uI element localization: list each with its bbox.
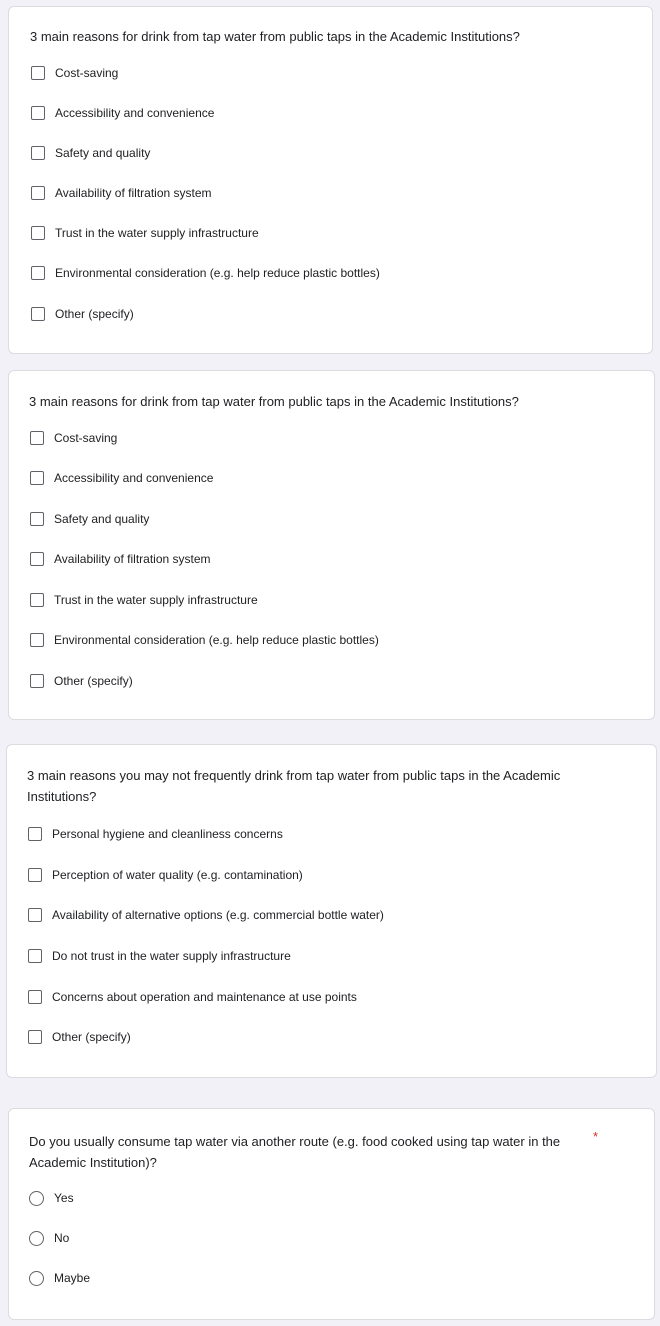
- question-title: 3 main reasons you may not frequently drink from tap water from public taps in the Academic Institutions?: [27, 768, 561, 804]
- option-label: Availability of filtration system: [55, 186, 212, 200]
- option-environmental[interactable]: [30, 630, 379, 650]
- option-label: Yes: [54, 1191, 74, 1205]
- option-cost-saving[interactable]: [31, 63, 118, 83]
- option-maintenance[interactable]: [28, 987, 357, 1007]
- checkbox[interactable]: [28, 949, 42, 963]
- option-maybe[interactable]: [29, 1268, 90, 1288]
- checkbox[interactable]: [31, 266, 45, 280]
- checkbox[interactable]: [30, 471, 44, 485]
- option-accessibility[interactable]: [31, 103, 214, 123]
- question-card-other-route: [8, 1108, 655, 1320]
- option-label: Availability of filtration system: [54, 552, 211, 566]
- option-label: Personal hygiene and cleanliness concerns: [52, 827, 283, 841]
- checkbox[interactable]: [30, 512, 44, 526]
- option-label: Trust in the water supply infrastructure: [54, 593, 258, 607]
- option-label: No: [54, 1231, 70, 1245]
- option-label: Perception of water quality (e.g. contamination): [52, 868, 303, 882]
- option-label: Do not trust in the water supply infrastructure: [52, 949, 291, 963]
- checkbox[interactable]: [31, 186, 45, 200]
- option-cost-saving[interactable]: [30, 428, 117, 448]
- checkbox[interactable]: [30, 552, 44, 566]
- option-label: Cost-saving: [55, 66, 119, 80]
- radio-button[interactable]: [29, 1231, 44, 1246]
- option-other[interactable]: [28, 1027, 131, 1047]
- option-label: Accessibility and convenience: [55, 106, 215, 120]
- checkbox[interactable]: [30, 633, 44, 647]
- checkbox[interactable]: [30, 593, 44, 607]
- option-label: Trust in the water supply infrastructure: [55, 226, 259, 240]
- checkbox[interactable]: [31, 106, 45, 120]
- checkbox[interactable]: [30, 674, 44, 688]
- question-title: 3 main reasons for drink from tap water from public taps in the Academic Institutions?: [29, 394, 519, 409]
- radio-button[interactable]: [29, 1191, 44, 1206]
- option-label: Maybe: [54, 1271, 91, 1285]
- checkbox[interactable]: [28, 1030, 42, 1044]
- checkbox[interactable]: [28, 827, 42, 841]
- question-title: Do you usually consume tap water via another route (e.g. food cooked using tap water in the Academic Institution)?: [29, 1134, 561, 1170]
- option-accessibility[interactable]: [30, 468, 213, 488]
- checkbox[interactable]: [31, 307, 45, 321]
- option-trust-infrastructure[interactable]: [30, 590, 258, 610]
- option-safety-quality[interactable]: [30, 509, 149, 529]
- option-label: Accessibility and convenience: [54, 471, 214, 485]
- option-yes[interactable]: [29, 1188, 74, 1208]
- option-other[interactable]: [30, 671, 133, 691]
- checkbox[interactable]: [31, 146, 45, 160]
- radio-button[interactable]: [29, 1271, 44, 1286]
- option-label: Other (specify): [52, 1030, 131, 1044]
- question-title: 3 main reasons for drink from tap water from public taps in the Academic Institutions?: [30, 29, 520, 44]
- option-label: Availability of alternative options (e.g. commercial bottle water): [52, 908, 384, 922]
- checkbox[interactable]: [28, 868, 42, 882]
- option-no-trust[interactable]: [28, 946, 291, 966]
- option-environmental[interactable]: [31, 263, 380, 283]
- option-water-quality[interactable]: [28, 865, 303, 885]
- option-filtration[interactable]: [31, 183, 212, 203]
- option-hygiene[interactable]: [28, 824, 283, 844]
- option-label: Safety and quality: [55, 146, 151, 160]
- option-label: Environmental consideration (e.g. help reduce plastic bottles): [55, 266, 380, 280]
- option-label: Other (specify): [54, 674, 133, 688]
- option-label: Safety and quality: [54, 512, 150, 526]
- question-card-reasons-to-drink-1: [8, 6, 653, 354]
- option-alternatives[interactable]: [28, 905, 384, 925]
- option-no[interactable]: [29, 1228, 69, 1248]
- checkbox[interactable]: [30, 431, 44, 445]
- question-card-reasons-to-drink-2: [8, 370, 655, 720]
- checkbox[interactable]: [28, 908, 42, 922]
- checkbox[interactable]: [31, 66, 45, 80]
- option-label: Environmental consideration (e.g. help reduce plastic bottles): [54, 633, 379, 647]
- option-label: Other (specify): [55, 307, 134, 321]
- option-filtration[interactable]: [30, 549, 211, 569]
- checkbox[interactable]: [31, 226, 45, 240]
- required-marker: *: [593, 1129, 599, 1144]
- option-trust-infrastructure[interactable]: [31, 223, 259, 243]
- question-card-reasons-not-to-drink: [6, 744, 657, 1078]
- option-other[interactable]: [31, 304, 134, 324]
- option-label: Cost-saving: [54, 431, 118, 445]
- option-label: Concerns about operation and maintenance at use points: [52, 990, 357, 1004]
- option-safety-quality[interactable]: [31, 143, 150, 163]
- checkbox[interactable]: [28, 990, 42, 1004]
